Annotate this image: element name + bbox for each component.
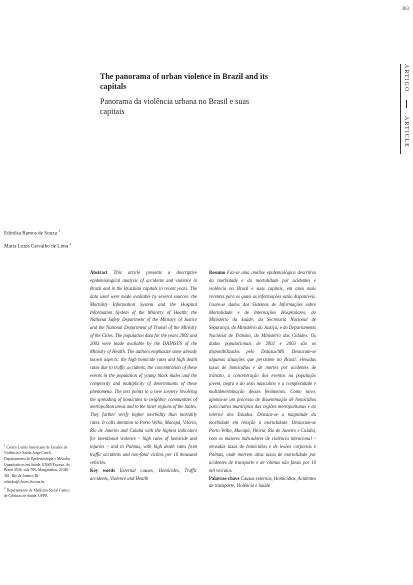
keywords-english [90, 468, 197, 484]
keywords-text: External causes, Homicides, Traffic accidents, Violence and Health [90, 468, 198, 482]
section-label-separator [406, 100, 407, 108]
resumo-text: Faz-se uma análise epidemiológica descritiva da morbidade e da mortalidade por acidentes e violência no Brasil e suas capitais, em anos mais recentes para os quais as informações estão disponíveis. Usam-se dados dos Sistemas de Informações sobre Mortalidade e de Internações Hospitalares, do Ministério da Saúde; da Secretaria Nacional de Segurança, do Ministério da Justiça; e do Departamento Nacional de Trânsito, do Ministério das Cidades. Os dados populacionais de 2002 e 2003 são os disponibilizados pelo Datasus/MS. Destacam-se algumas situações que persistem no Brasil: elevadas taxas de homicídios e de mortes por acidentes de trânsito, a concentração dos eventos na população jovem, negra e do sexo masculino e a complexidade e multideterminação desses fenômenos. Como novo, aponta-se um processo de disseminação de homicídios para outros municípios das regiões metropolitanas e do interior dos Estados. Destaca-se a magnitude da morbidade em relação à mortalidade. Destacam-se Porto Velho, Macapá, Vitória, Rio de Janeiro e Cuiabá, com os maiores indicadores de violência intencional – elevadas taxas de homicídios e de lesões corporais e Palmas, onde morrem altas taxas de mortalidade por acidentes de transporte e de vítimas não fatais por 10 mil veículos. [209, 271, 317, 474]
affiliation-mark: 2 [4, 485, 6, 490]
section-label-pt: ARTIGO [403, 64, 409, 93]
abstract-portuguese [209, 270, 316, 491]
palavras-chave-label: Palavras-chave [209, 476, 240, 482]
affiliation-mark: 1 [4, 443, 6, 447]
abstract-english [90, 270, 197, 483]
abstract-label: Abstract [90, 271, 108, 276]
affiliation-text: Departamento de Medicina Social Centro de Ciências de Saúde, UFPE. [4, 488, 70, 498]
author-affiliation-mark: 2 [69, 242, 72, 247]
resumo-label: Resumo [209, 271, 226, 276]
author [4, 239, 174, 252]
palavras-chave-text: Causas externas, Homicídios, Acidentes de transporte, Violência e Saúde [209, 476, 316, 490]
section-label-en: ARTICLE [403, 116, 409, 149]
author-name: Maria Luiza Carvalho de Lima [4, 243, 69, 250]
author [4, 226, 174, 239]
affiliation [4, 443, 72, 486]
affiliation [4, 486, 72, 500]
affiliations [4, 443, 72, 500]
affiliation-text: Centro Latino Americano de Estudos de Violência e Saúde Jorge Careli, Departamento de Epidemiologia e Métodos Quantitativos em Saúde, ENSP/Fiocruz. Av. Brasil 4036, sala 700, Manguinhos, 21040-361, Rio de Janeiro RJ. edinilsa@claves.fiocruz.br [4, 445, 71, 485]
page-number: 363 [401, 7, 409, 12]
abstract-body [90, 270, 197, 468]
title-portuguese: Panorama da violência urbana no Brasil e suas capitais [100, 97, 250, 116]
side-rule [400, 64, 401, 154]
title-english: The panorama of urban violence in Brazil and its capitals [100, 72, 269, 91]
keywords-portuguese [209, 476, 316, 492]
author-affiliation-mark: 1 [58, 229, 60, 233]
section-label [400, 64, 412, 154]
abstract-text: This article presents a descriptive epidemiological analysis of accidents and violence in Brazil and in the Brazilian capitals in recent years. The data used were made available by several sources: the Mortality Information System and the Hospital Information System of the Ministry of Health; the National Safety Department of the Ministry of Justice and the National Department of Transit of the Ministry of the Cities. The population data for the years 2002 and 2003 were made available by the DATASUS of the Ministry of Health. The authors emphasize some already known aspects: the high homicide rates and high death rates due to traffic accidents, the concentration of these events in the population of young black males and the complexity and multiplicity of determinants of these phenomena. The text points to a new scenery involving the spreading of homicides to neighbor communities of metropolitan areas and to the inner regions of the States. They further verify higher morbidity than mortality rates. It calls attention to Porto Velho, Macapá, Vitória, Rio de Janeiro and Cuiabá with the highest indicators for intentional violence – high rates of homicide and injuries – and to Palmas, with high death rates from traffic accidents and non-fatal victims per 10 thousand vehicles. [90, 271, 198, 466]
keywords-label: Key words [90, 468, 115, 474]
author-list [4, 226, 174, 252]
author-name: Edinilsa Ramos de Souza [4, 230, 57, 237]
resumo-body [209, 270, 316, 476]
